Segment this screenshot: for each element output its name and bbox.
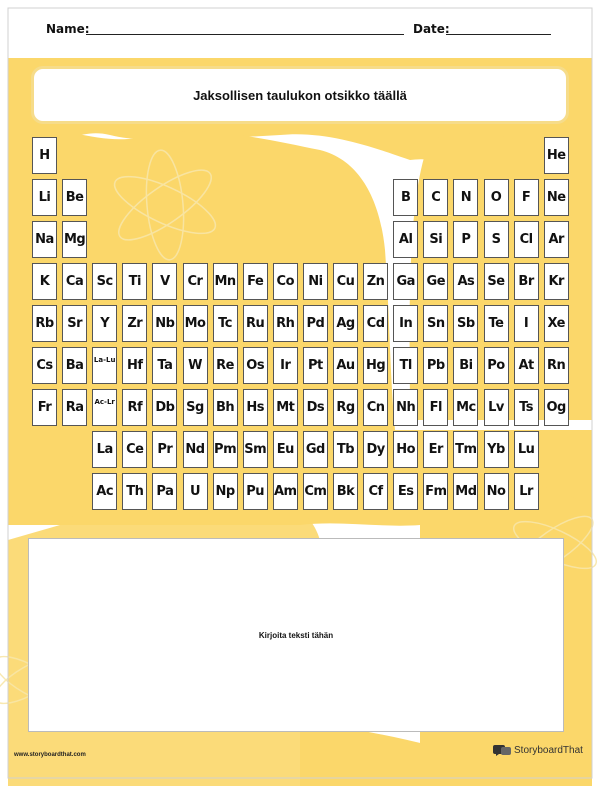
element-cell-te[interactable]: Te [484,305,509,342]
element-cell-tm[interactable]: Tm [453,431,478,468]
element-cell-ir[interactable]: Ir [273,347,298,384]
element-cell-no[interactable]: No [484,473,509,510]
element-cell-o[interactable]: O [484,179,509,216]
element-cell-f[interactable]: F [514,179,539,216]
element-cell-hg[interactable]: Hg [363,347,388,384]
element-cell-au[interactable]: Au [333,347,358,384]
element-cell-pr[interactable]: Pr [152,431,177,468]
text-box[interactable] [28,538,564,732]
element-cell-cm[interactable]: Cm [303,473,328,510]
element-cell-re[interactable]: Re [213,347,238,384]
element-cell-pb[interactable]: Pb [423,347,448,384]
element-cell-hs[interactable]: Hs [243,389,268,426]
element-cell-tc[interactable]: Tc [213,305,238,342]
element-cell-ts[interactable]: Ts [514,389,539,426]
element-cell-gd[interactable]: Gd [303,431,328,468]
element-cell-si[interactable]: Si [423,221,448,258]
element-cell-bi[interactable]: Bi [453,347,478,384]
element-cell-pd[interactable]: Pd [303,305,328,342]
element-cell-mc[interactable]: Mc [453,389,478,426]
element-cell-nb[interactable]: Nb [152,305,177,342]
element-cell-zr[interactable]: Zr [122,305,147,342]
element-cell-ar[interactable]: Ar [544,221,569,258]
element-cell-cn[interactable]: Cn [363,389,388,426]
element-cell-lv[interactable]: Lv [484,389,509,426]
element-cell-cl[interactable]: Cl [514,221,539,258]
element-cell-la-lu[interactable]: La-Lu [92,347,117,384]
element-cell-fm[interactable]: Fm [423,473,448,510]
element-cell-pa[interactable]: Pa [152,473,177,510]
element-cell-ru[interactable]: Ru [243,305,268,342]
element-cell-rh[interactable]: Rh [273,305,298,342]
element-cell-fr[interactable]: Fr [32,389,57,426]
element-cell-sm[interactable]: Sm [243,431,268,468]
element-cell-sg[interactable]: Sg [183,389,208,426]
element-cell-po[interactable]: Po [484,347,509,384]
element-cell-ne[interactable]: Ne [544,179,569,216]
element-cell-es[interactable]: Es [393,473,418,510]
element-cell-in[interactable]: In [393,305,418,342]
element-cell-fe[interactable]: Fe [243,263,268,300]
element-cell-la[interactable]: La [92,431,117,468]
footer-url: www.storyboardthat.com [14,752,86,758]
element-cell-bk[interactable]: Bk [333,473,358,510]
element-cell-tl[interactable]: Tl [393,347,418,384]
element-cell-bh[interactable]: Bh [213,389,238,426]
element-cell-mg[interactable]: Mg [62,221,87,258]
element-cell-ta[interactable]: Ta [152,347,177,384]
text-box-placeholder: Kirjoita teksti tähän [258,630,334,640]
element-cell-am[interactable]: Am [273,473,298,510]
element-cell-er[interactable]: Er [423,431,448,468]
element-cell-rb[interactable]: Rb [32,305,57,342]
element-cell-rg[interactable]: Rg [333,389,358,426]
element-cell-mn[interactable]: Mn [213,263,238,300]
element-cell-al[interactable]: Al [393,221,418,258]
logo-text: StoryboardThat [514,744,583,756]
element-cell-og[interactable]: Og [544,389,569,426]
element-cell-pt[interactable]: Pt [303,347,328,384]
element-cell-k[interactable]: K [32,263,57,300]
element-cell-he[interactable]: He [544,137,569,174]
element-cell-cu[interactable]: Cu [333,263,358,300]
element-cell-eu[interactable]: Eu [273,431,298,468]
element-cell-pu[interactable]: Pu [243,473,268,510]
name-line[interactable] [86,34,404,35]
element-cell-n[interactable]: N [453,179,478,216]
element-cell-ag[interactable]: Ag [333,305,358,342]
element-cell-y[interactable]: Y [92,305,117,342]
element-cell-kr[interactable]: Kr [544,263,569,300]
name-label: Name: [46,22,90,36]
element-cell-tb[interactable]: Tb [333,431,358,468]
element-cell-ni[interactable]: Ni [303,263,328,300]
date-line[interactable] [446,34,551,35]
element-cell-dy[interactable]: Dy [363,431,388,468]
element-cell-yb[interactable]: Yb [484,431,509,468]
element-cell-mt[interactable]: Mt [273,389,298,426]
element-cell-pm[interactable]: Pm [213,431,238,468]
element-cell-db[interactable]: Db [152,389,177,426]
element-cell-np[interactable]: Np [213,473,238,510]
element-cell-fl[interactable]: Fl [423,389,448,426]
element-cell-sb[interactable]: Sb [453,305,478,342]
element-cell-s[interactable]: S [484,221,509,258]
title-box[interactable] [31,66,569,124]
element-cell-ho[interactable]: Ho [393,431,418,468]
element-cell-ac-lr[interactable]: Ac-Lr [92,389,117,426]
element-cell-p[interactable]: P [453,221,478,258]
element-cell-ti[interactable]: Ti [122,263,147,300]
element-cell-h[interactable]: H [32,137,57,174]
element-cell-w[interactable]: W [183,347,208,384]
element-cell-as[interactable]: As [453,263,478,300]
element-cell-ge[interactable]: Ge [423,263,448,300]
element-cell-be[interactable]: Be [62,179,87,216]
element-cell-sc[interactable]: Sc [92,263,117,300]
element-cell-rn[interactable]: Rn [544,347,569,384]
element-cell-b[interactable]: B [393,179,418,216]
element-cell-hf[interactable]: Hf [122,347,147,384]
element-cell-ce[interactable]: Ce [122,431,147,468]
element-cell-se[interactable]: Se [484,263,509,300]
element-cell-br[interactable]: Br [514,263,539,300]
element-cell-os[interactable]: Os [243,347,268,384]
element-cell-ca[interactable]: Ca [62,263,87,300]
element-cell-c[interactable]: C [423,179,448,216]
element-cell-lu[interactable]: Lu [514,431,539,468]
element-cell-v[interactable]: V [152,263,177,300]
element-cell-xe[interactable]: Xe [544,305,569,342]
element-cell-sr[interactable]: Sr [62,305,87,342]
element-cell-cd[interactable]: Cd [363,305,388,342]
element-cell-cs[interactable]: Cs [32,347,57,384]
element-cell-co[interactable]: Co [273,263,298,300]
date-label: Date: [413,22,450,36]
element-cell-li[interactable]: Li [32,179,57,216]
element-cell-at[interactable]: At [514,347,539,384]
element-cell-ds[interactable]: Ds [303,389,328,426]
element-cell-cf[interactable]: Cf [363,473,388,510]
storyboardthat-logo [493,744,583,756]
element-cell-cr[interactable]: Cr [183,263,208,300]
storyboard-logo-icon [493,744,511,756]
element-cell-md[interactable]: Md [453,473,478,510]
element-cell-sn[interactable]: Sn [423,305,448,342]
element-cell-mo[interactable]: Mo [183,305,208,342]
element-cell-nh[interactable]: Nh [393,389,418,426]
element-cell-na[interactable]: Na [32,221,57,258]
element-cell-lr[interactable]: Lr [514,473,539,510]
element-cell-ga[interactable]: Ga [393,263,418,300]
element-cell-rf[interactable]: Rf [122,389,147,426]
element-cell-nd[interactable]: Nd [183,431,208,468]
element-cell-ra[interactable]: Ra [62,389,87,426]
page-title: Jaksollisen taulukon otsikko täällä [193,87,407,103]
element-cell-u[interactable]: U [183,473,208,510]
element-cell-zn[interactable]: Zn [363,263,388,300]
element-cell-i[interactable]: I [514,305,539,342]
element-cell-ac[interactable]: Ac [92,473,117,510]
element-cell-ba[interactable]: Ba [62,347,87,384]
element-cell-th[interactable]: Th [122,473,147,510]
